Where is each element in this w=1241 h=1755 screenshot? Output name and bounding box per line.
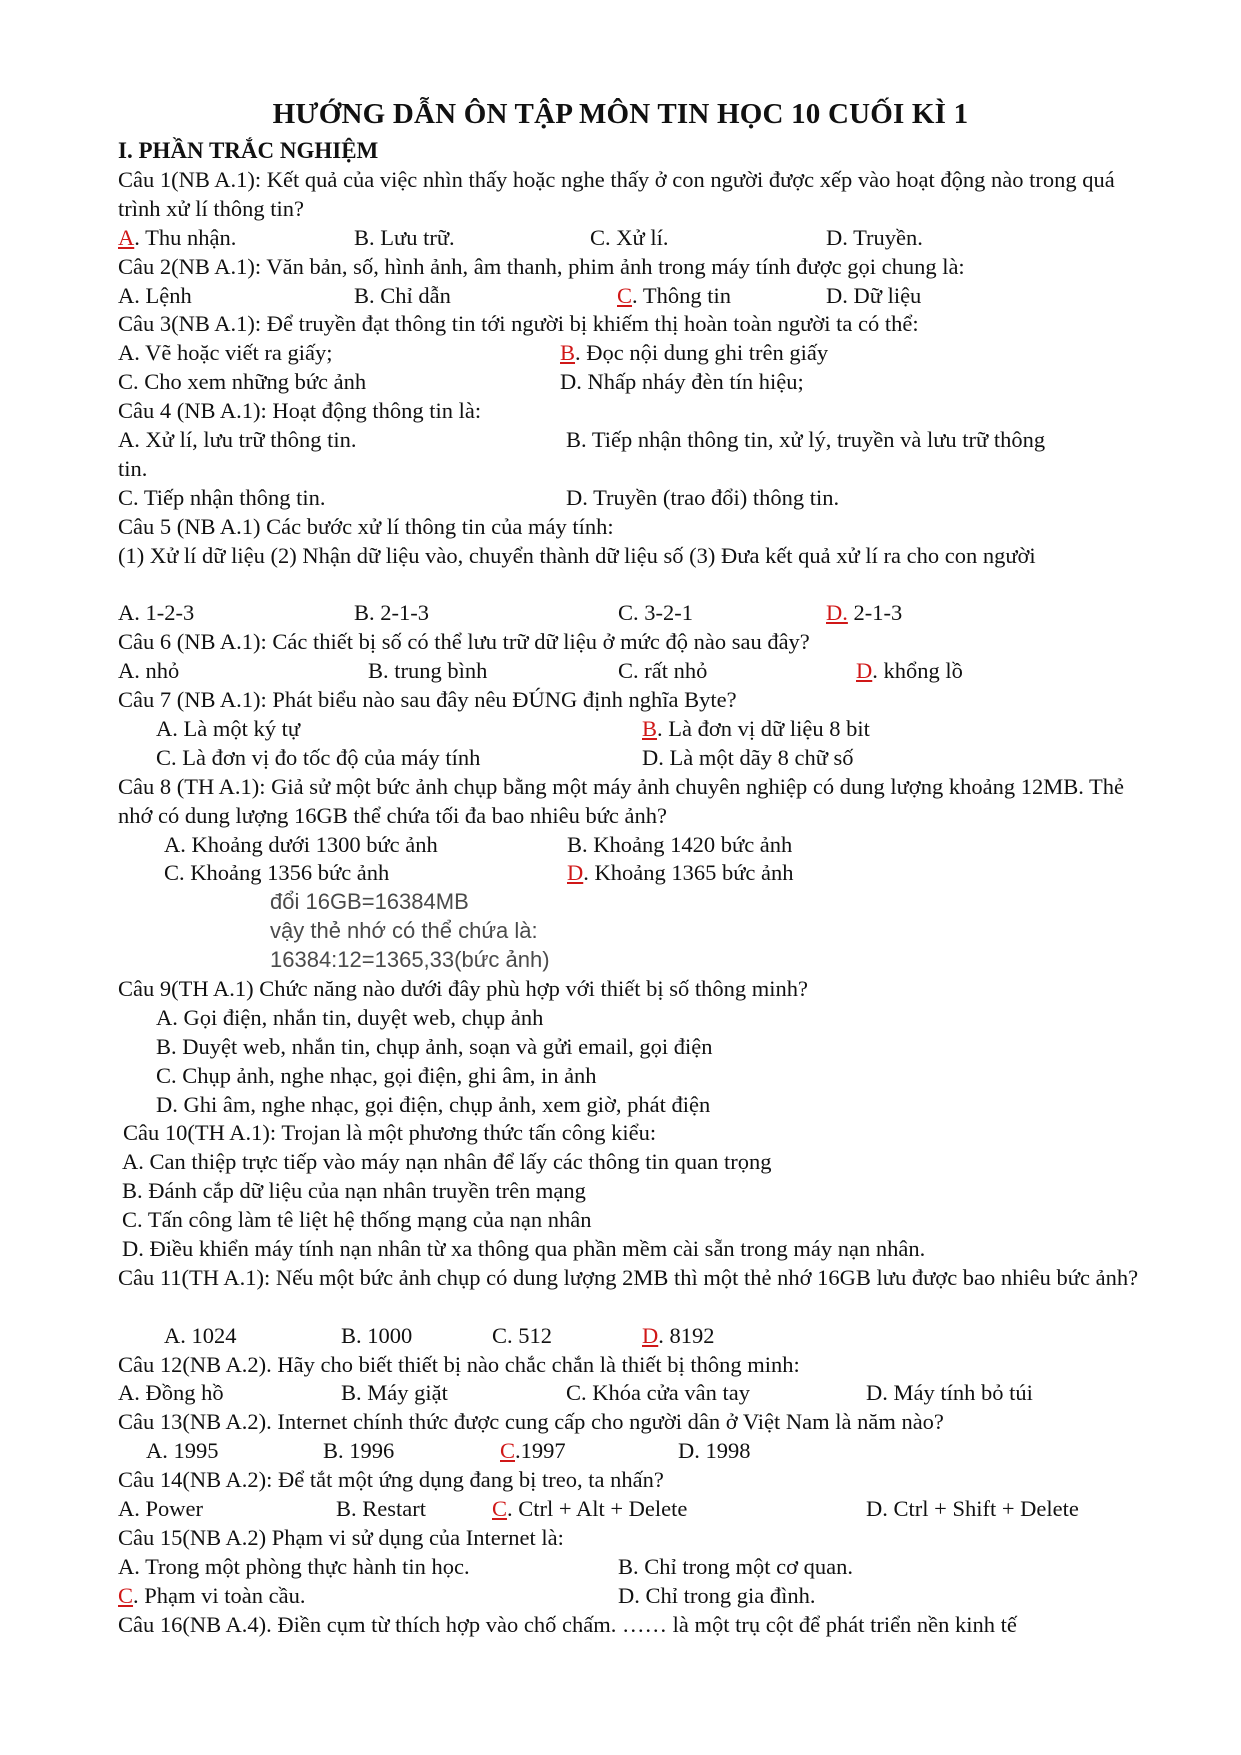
option-d: D. Là một dãy 8 chữ số	[642, 744, 854, 770]
option-c: C. 3-2-1	[618, 600, 693, 626]
question-13-options	[118, 1437, 1143, 1466]
option-b: B. Lưu trữ.	[354, 224, 455, 250]
option-c: C. Tiếp nhận thông tin.	[118, 484, 326, 510]
answer-key: B	[642, 715, 658, 741]
option-d: D. Nhấp nháy đèn tín hiệu;	[560, 369, 804, 395]
option-b: B. Đọc nội dung ghi trên giấy	[560, 340, 829, 366]
question-3-stem: Câu 3(NB A.1): Để truyền đạt thông tin tới người bị khiếm thị hoàn toàn người ta có thể:	[118, 311, 919, 337]
answer-key: C	[500, 1438, 516, 1464]
question-16-stem: Câu 16(NB A.4). Điền cụm từ thích hợp vào chố chấm. …… là một trụ cột để phát triển nền kinh tế	[118, 1611, 1017, 1637]
option-c: C. Phạm vi toàn cầu.	[118, 1582, 306, 1608]
question-8-stem: Câu 8 (TH A.1): Giả sử một bức ảnh chụp bằng một máy ảnh chuyên nghiệp có dung lượng khoảng 12MB. Thẻ nhớ có dung lượng 16GB thể chứa tối đa bao nhiêu bức ảnh?	[118, 773, 1125, 828]
option-a: A. Là một ký tự	[156, 715, 301, 741]
question-7-stem: Câu 7 (NB A.1): Phát biểu nào sau đây nêu ĐÚNG định nghĩa Byte?	[118, 687, 737, 713]
option-d: D. Ghi âm, nghe nhạc, gọi điện, chụp ảnh, xem giờ, phát điện	[156, 1091, 711, 1117]
option-c: C. Tấn công làm tê liệt hệ thống mạng của nạn nhân	[122, 1207, 592, 1233]
option-b: B. Tiếp nhận thông tin, xử lý, truyền và lưu trữ thông	[566, 427, 1046, 453]
option-b-continued: tin.	[118, 455, 148, 481]
option-d: D. Truyền.	[826, 224, 923, 250]
answer-key: A	[118, 224, 135, 250]
option-a: A. 1024	[164, 1322, 237, 1348]
option-c: C. Chụp ảnh, nghe nhạc, gọi điện, ghi âm, in ảnh	[156, 1062, 597, 1088]
answer-key: D	[856, 658, 873, 684]
question-3-options-row2	[118, 368, 1143, 397]
option-c: C. Khóa cửa vân tay	[566, 1380, 751, 1406]
option-a: A. Gọi điện, nhắn tin, duyệt web, chụp ảnh	[156, 1004, 544, 1030]
answer-key: C	[617, 282, 633, 308]
option-a: A. Trong một phòng thực hành tin học.	[118, 1553, 470, 1579]
question-2-options	[118, 282, 1143, 311]
question-5-options	[118, 599, 1143, 628]
question-14-options	[118, 1495, 1143, 1524]
option-d: D. Máy tính bỏ túi	[866, 1380, 1033, 1406]
option-b: B. Chỉ trong một cơ quan.	[618, 1553, 854, 1579]
option-d: D. khổng lồ	[856, 658, 963, 684]
option-a: A. Thu nhận.	[118, 224, 237, 250]
option-d: D. Ctrl + Shift + Delete	[866, 1496, 1079, 1522]
question-4-options-row2	[118, 484, 1143, 513]
question-7-options-row1	[118, 715, 1143, 744]
question-6-options	[118, 657, 1143, 686]
option-b: B. trung bình	[368, 658, 488, 684]
option-a: A. Đồng hồ	[118, 1380, 224, 1406]
option-b: B. Duyệt web, nhắn tin, chụp ảnh, soạn và gửi email, gọi điện	[156, 1033, 713, 1059]
question-12-options	[118, 1379, 1143, 1408]
handwritten-note-1: đổi 16GB=16384MB	[270, 889, 469, 915]
option-c: C. Khoảng 1356 bức ảnh	[164, 860, 390, 886]
question-1-stem: Câu 1(NB A.1): Kết quả của việc nhìn thấy hoặc nghe thấy ở con người được xếp vào hoạt động nào trong quá trình xử lí thông tin?	[118, 167, 1115, 221]
option-c: C. 512	[492, 1322, 553, 1348]
question-2-stem: Câu 2(NB A.1): Văn bản, số, hình ảnh, âm thanh, phim ảnh trong máy tính được gọi chung là:	[118, 253, 965, 279]
option-c: C. Xử lí.	[590, 224, 669, 250]
option-d: D. Khoảng 1365 bức ảnh	[567, 860, 794, 886]
option-c: C. Thông tin	[617, 282, 731, 308]
option-d: D. Truyền (trao đổi) thông tin.	[566, 484, 840, 510]
option-d: D. 2-1-3	[826, 600, 903, 626]
question-11-stem: Câu 11(TH A.1): Nếu một bức ảnh chụp có dung lượng 2MB thì một thẻ nhớ 16GB lưu được bao nhiêu bức ảnh?	[118, 1264, 1139, 1290]
question-4-options-row1	[118, 426, 1143, 484]
handwritten-note-3: 16384:12=1365,33(bức ảnh)	[270, 947, 550, 973]
question-12-stem: Câu 12(NB A.2). Hãy cho biết thiết bị nào chắc chắn là thiết bị thông minh:	[118, 1351, 800, 1377]
question-1-options	[118, 224, 1143, 253]
question-15-stem: Câu 15(NB A.2) Phạm vi sử dụng của Internet là:	[118, 1524, 564, 1550]
option-a: A. Lệnh	[118, 282, 192, 308]
question-4-stem: Câu 4 (NB A.1): Hoạt động thông tin là:	[118, 398, 482, 424]
option-a: A. Vẽ hoặc viết ra giấy;	[118, 340, 333, 366]
option-a: A. Xử lí, lưu trữ thông tin.	[118, 427, 357, 453]
option-c: C.1997	[500, 1438, 566, 1464]
option-b: B. Máy giặt	[341, 1380, 448, 1406]
question-8-options-row2	[118, 859, 1143, 888]
answer-key: D	[642, 1322, 659, 1348]
question-list	[118, 166, 1143, 1640]
question-6-stem: Câu 6 (NB A.1): Các thiết bị số có thể lưu trữ dữ liệu ở mức độ nào sau đây?	[118, 629, 810, 655]
option-c: C. Ctrl + Alt + Delete	[492, 1496, 688, 1522]
section-heading: I. PHẦN TRẮC NGHIỆM	[118, 138, 379, 163]
option-b: B. 1000	[341, 1322, 413, 1348]
option-b: B. Chỉ dẫn	[354, 282, 451, 308]
document-title: HƯỚNG DẪN ÔN TẬP MÔN TIN HỌC 10 CUỐI KÌ 1	[272, 98, 969, 130]
option-b: B. 2-1-3	[354, 600, 429, 626]
answer-key: D.	[826, 600, 848, 626]
option-b: B. 1996	[323, 1438, 395, 1464]
option-c: C. rất nhỏ	[618, 658, 708, 684]
question-3-options-row1	[118, 339, 1143, 368]
option-b: B. Khoảng 1420 bức ảnh	[567, 831, 793, 857]
option-b: B. Là đơn vị dữ liệu 8 bit	[642, 715, 870, 741]
option-d: D. Dữ liệu	[826, 282, 922, 308]
answer-key: B	[560, 340, 576, 366]
option-a: A. Khoảng dưới 1300 bức ảnh	[164, 831, 438, 857]
option-a: A. nhỏ	[118, 658, 180, 684]
question-9-stem: Câu 9(TH A.1) Chức năng nào dưới đây phù hợp với thiết bị số thông minh?	[118, 976, 809, 1001]
option-d: D. 8192	[642, 1322, 715, 1348]
answer-key: D	[567, 860, 584, 886]
option-a: A. 1-2-3	[118, 600, 195, 626]
answer-key: C	[492, 1496, 508, 1522]
option-d: D. 1998	[678, 1438, 751, 1464]
question-11-options	[118, 1322, 1143, 1351]
option-c: C. Cho xem những bức ảnh	[118, 369, 367, 395]
question-15-options-row2	[118, 1582, 1143, 1611]
option-d: D. Điều khiển máy tính nạn nhân từ xa thông qua phần mềm cài sẵn trong máy nạn nhân.	[122, 1236, 926, 1262]
option-a: A. 1995	[146, 1438, 219, 1464]
answer-key: C	[118, 1582, 134, 1608]
option-a: A. Can thiệp trực tiếp vào máy nạn nhân để lấy các thông tin quan trọng	[122, 1149, 772, 1175]
question-14-stem: Câu 14(NB A.2): Để tắt một ứng dụng đang bị treo, ta nhấn?	[118, 1467, 664, 1493]
option-c: C. Là đơn vị đo tốc độ của máy tính	[156, 744, 481, 770]
question-10-stem: Câu 10(TH A.1): Trojan là một phương thức tấn công kiểu:	[123, 1120, 657, 1146]
question-13-stem: Câu 13(NB A.2). Internet chính thức được cung cấp cho người dân ở Việt Nam là năm nào?	[118, 1409, 944, 1435]
question-5-stem: Câu 5 (NB A.1) Các bước xử lí thông tin của máy tính:	[118, 513, 614, 539]
option-d: D. Chỉ trong gia đình.	[618, 1582, 816, 1608]
question-8-options-row1	[118, 831, 1143, 860]
option-a: A. Power	[118, 1496, 203, 1522]
question-7-options-row2	[118, 744, 1143, 773]
question-5-steps: (1) Xử lí dữ liệu (2) Nhận dữ liệu vào, chuyển thành dữ liệu số (3) Đưa kết quả xử lí ra cho con người	[118, 542, 1036, 568]
handwritten-note-2: vậy thẻ nhớ có thể chứa là:	[270, 918, 538, 944]
option-b: B. Đánh cắp dữ liệu của nạn nhân truyền trên mạng	[122, 1178, 586, 1204]
option-b: B. Restart	[336, 1496, 426, 1522]
question-15-options-row1	[118, 1553, 1143, 1582]
